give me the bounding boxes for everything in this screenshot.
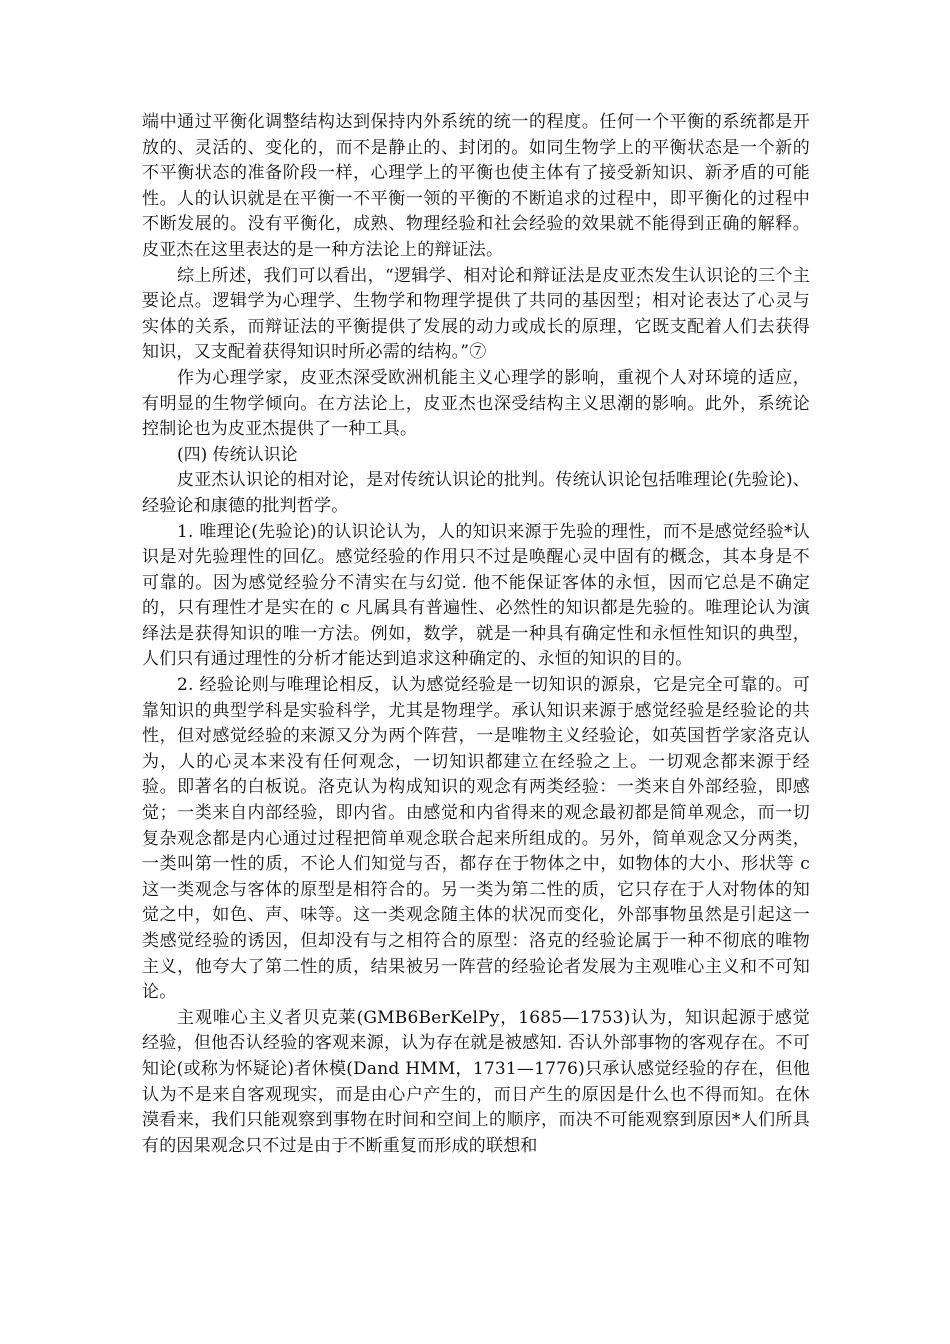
body-paragraph: 主观唯心主义者贝克莱(GMB6BerKelPy，1685—1753)认为，知识起源于感觉经验，但他否认经验的客观来源，认为存在就是被感知. 否认外部事物的客观存在。不可知论(或称为怀疑论)者休模(Dand HMM，1731—1776)只承认感觉经验的存在，但他认为不是来自客观现实，而是由心户产生的，而日产生的原因是什么也不得而知。在休漠看来，我们只能观察到事物在时间和空间上的顺序，而决不可能观察到原因*人们所具有的因果观念只不过是由于不断重复而形成的联想和 (142, 1007, 810, 1156)
body-paragraph: 2. 经验论则与唯理论相反，认为感觉经验是一切知识的源泉，它是完全可靠的。可靠知识的典型学科是实验科学，尤其是物理学。承认知识来源于感觉经验是经验论的共性，但对感觉经验的来源又分为两个阵营，一是唯物主义经验论，如英国哲学家洛克认为，人的心灵本来没有任何观念，一切知识都建立在经验之上。一切观念都来源于经验。即著名的白板说。洛克认为构成知识的观念有两类经验：一类来自外部经验，即感觉；一类来自内部经验，即内省。由感觉和内省得来的观念最初都是简单观念，而一切复杂观念都是内心通过过程把简单观念联合起来所组成的。另外，简单观念又分两类，一类叫第一性的质，不论人们知觉与否，都存在于物体之中，如物体的大小、形状等 c 这一类观念与客体的原型是相符合的。另一类为第二性的质，它只存在于人对物体的知觉之中，如色、声、味等。这一类观念随主体的状况而变化，外部事物虽然是引起这一类感觉经验的诱因，但却没有与之相符合的原型：洛克的经验论属于一种不彻底的唯物主义，他夸大了第二性的质，结果被另一阵营的经验论者发展为主观唯心主义和不可知论。 (142, 675, 810, 1003)
body-paragraph: 1. 唯理论(先验论)的认识论认为，人的知识来源于先验的理性，而不是感觉经验*认识是对先验理性的回亿。感觉经验的作用只不过是唤醒心灵中固有的概念，其本身是不可靠的。因为感觉经验分不清实在与幻觉. 他不能保证客体的永恒，因而它总是不确定的，只有理性才是实在的 c 凡属具有普遍性、必然性的知识都是先验的。唯理论认为演绎法是获得知识的唯一方法。例如，数学，就是一种具有确定性和永恒性知识的典型，人们只有通过理性的分析才能达到追求这种确定的、永恒的知识的目的。 (142, 521, 810, 670)
body-paragraph: 综上所述，我们可以看出，“逻辑学、相对论和辩证法是皮亚杰发生认识论的三个主要论点。逻辑学为心理学、生物学和物理学提供了共同的基因型；相对论表达了心灵与实体的关系，而辩证法的平衡提供了发展的动力或成长的原理，它既支配着人们去获得知识，又支配着获得知识时所必需的结构。”⑦ (142, 265, 810, 363)
body-paragraph: 端中通过平衡化调整结构达到保持内外系统的统一的程度。任何一个平衡的系统都是开放的、灵活的、变化的，而不是静止的、封闭的。如同生物学上的平衡状态是一个新的不平衡状态的准备阶段一样，心理学上的平衡也使主体有了接受新知识、新矛盾的可能性。人的认识就是在平衡一不平衡一领的平衡的不断追求的过程中，即平衡化的过程中不断发展的。没有平衡化，成熟、物理经验和社会经验的效果就不能得到正确的解释。皮亚杰在这里表达的是一种方法论上的辩证法。 (142, 112, 810, 260)
body-paragraph: 皮亚杰认识论的相对论，是对传统认识论的批判。传统认识论包括唯理论(先验论)、经验论和康德的批判哲学。 (142, 470, 810, 516)
section-heading: (四) 传统认识论 (177, 444, 298, 465)
body-paragraph: 作为心理学家，皮亚杰深受欧洲机能主义心理学的影响，重视个人对环境的适应，有明显的生物学倾向。在方法论上，皮亚杰也深受结构主义思潮的影响。此外，系统论控制论也为皮亚杰提供了一种工具。 (142, 367, 810, 440)
document-page (142, 110, 810, 1159)
